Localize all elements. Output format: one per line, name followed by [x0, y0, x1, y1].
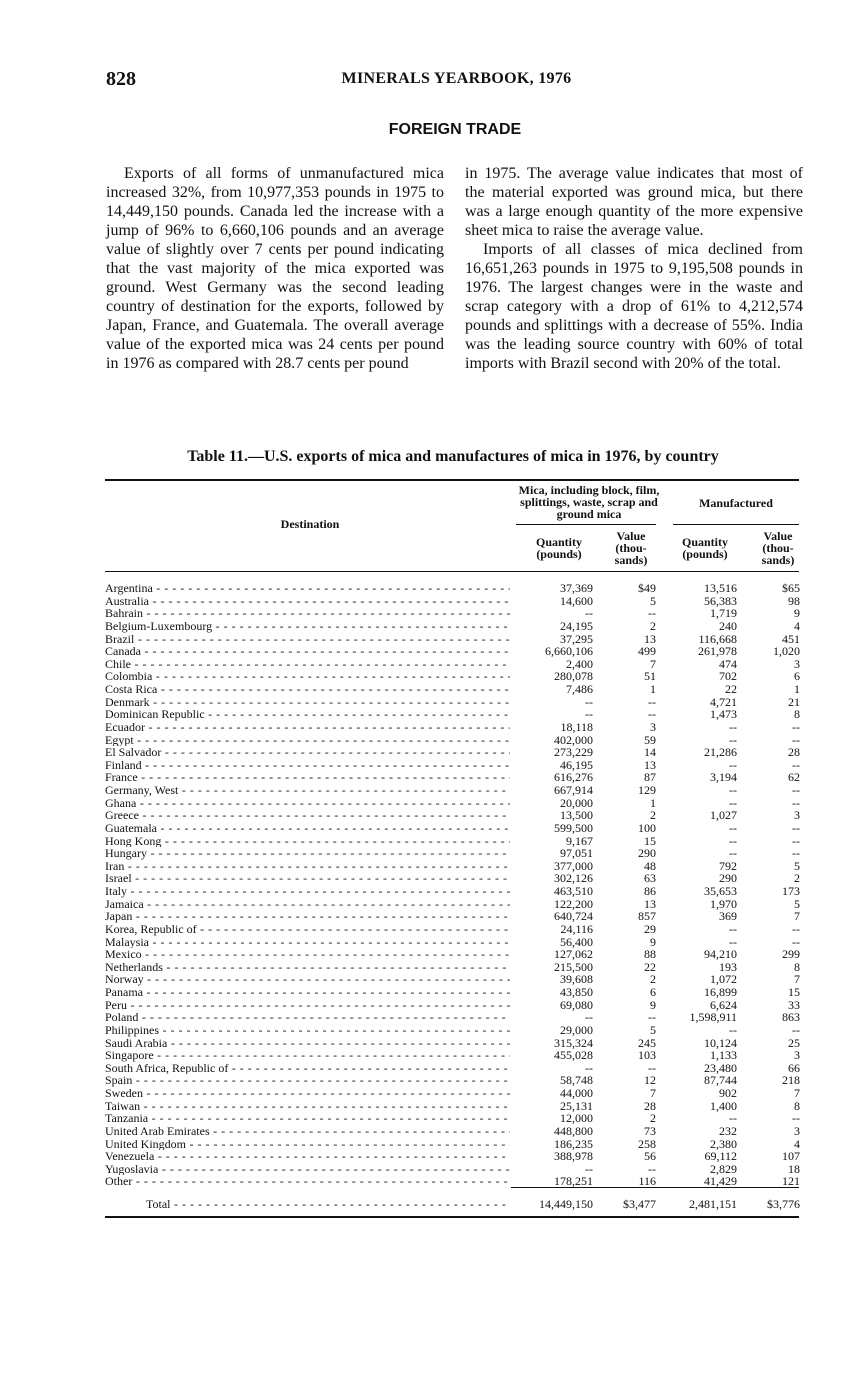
mica-value-cell: 9: [650, 934, 656, 949]
total-label: Total - - -: [146, 1196, 510, 1212]
mica-quantity-cell: 302,126: [554, 871, 593, 886]
mica-value-cell: --: [648, 1060, 656, 1075]
mica-value-cell: 2: [650, 618, 656, 633]
header-group-manufactured: Manufactured: [699, 496, 773, 510]
mica-value-cell: 2: [650, 808, 656, 823]
manufactured-quantity-cell: --: [729, 795, 737, 810]
manufactured-value-cell: 5: [794, 896, 800, 911]
manufactured-quantity-cell: 1,970: [710, 896, 737, 911]
manufactured-value-cell: 2: [794, 871, 800, 886]
mica-quantity-cell: 127,062: [554, 947, 593, 962]
destination-cell: Taiwan - - -: [105, 1100, 510, 1113]
manufactured-value-cell: 25: [788, 1035, 800, 1050]
manufactured-value-cell: 62: [788, 770, 800, 785]
manufactured-value-cell: 1,020: [773, 644, 800, 659]
manufactured-value-cell: 28: [788, 745, 800, 760]
destination-cell: Israel - - -: [105, 872, 510, 885]
destination-cell: Denmark - - -: [105, 696, 510, 709]
mica-quantity-cell: 9,167: [566, 833, 593, 848]
manufactured-quantity-cell: 16,899: [704, 985, 737, 999]
destination-cell: Mexico - - -: [105, 948, 510, 961]
body-column-left: [106, 164, 444, 373]
manufactured-quantity-cell: 35,653: [704, 884, 737, 898]
table-row: [0, 746, 853, 759]
destination-cell: Colombia - - -: [105, 670, 510, 683]
section-heading: FOREIGN TRADE: [388, 121, 522, 138]
mica-quantity-cell: --: [585, 707, 593, 722]
mica-quantity-cell: --: [585, 606, 593, 621]
body-paragraph: Imports of all classes of mica declined from 16,651,263 pounds in 1975 to 9,195,508 pounds in 1976. The largest changes were in the waste and scrap category with a drop of 61% to 4,212,574 pounds and splittings with a decrease of 55%. India was the leading source country with 60% of total imports with Brazil second with 20% of the total.: [465, 241, 803, 372]
mica-quantity-cell: 13,500: [560, 808, 593, 823]
mica-value-cell: 12: [644, 1073, 656, 1088]
manufactured-quantity-cell: --: [729, 833, 737, 848]
mica-quantity-cell: --: [585, 1161, 593, 1176]
table-row: [0, 809, 853, 822]
mica-value-cell: 258: [638, 1136, 656, 1151]
mica-value-cell: 2: [650, 1111, 656, 1126]
destination-cell: Panama - - -: [105, 986, 510, 999]
manufactured-quantity-cell: 1,072: [710, 972, 737, 987]
mica-quantity-cell: 29,000: [560, 1022, 593, 1037]
mica-value-cell: 14: [644, 745, 656, 760]
mica-value-cell: 48: [644, 858, 656, 873]
manufactured-value-cell: 121: [782, 1174, 800, 1189]
manufactured-quantity-cell: 290: [719, 871, 737, 886]
mica-value-cell: 3: [650, 719, 656, 734]
manufactured-value-cell: 451: [782, 631, 800, 646]
manufactured-quantity-cell: 1,719: [710, 606, 737, 621]
destination-cell: Argentina - - -: [105, 582, 510, 595]
table-row: [0, 847, 853, 860]
table-row: [0, 1024, 853, 1037]
table-row: [0, 885, 853, 898]
mica-quantity-cell: 7,486: [566, 682, 593, 696]
manufactured-quantity-cell: 69,112: [704, 1149, 737, 1164]
table-row: [0, 1049, 853, 1062]
destination-cell: Tanzania - - -: [105, 1112, 510, 1125]
table-row: [0, 721, 853, 734]
table-row: [0, 1112, 853, 1125]
mica-value-cell: 100: [638, 820, 656, 835]
manufactured-value-cell: 4: [794, 618, 800, 633]
mica-quantity-cell: 2,400: [566, 656, 593, 671]
body-paragraph: in 1975. The average value indicates that most of the material exported was ground mica, but there was a large enough quantity of the more expensive sheet mica to raise the average value.: [465, 165, 803, 239]
mica-quantity-cell: 58,748: [560, 1073, 593, 1088]
destination-cell: Costa Rica - - -: [105, 683, 510, 696]
mica-value-cell: --: [648, 1161, 656, 1176]
destination-cell: Hungary - - -: [105, 847, 510, 860]
header-bottom-rule: [105, 571, 799, 572]
mica-value-cell: 59: [644, 732, 656, 747]
table-row: [0, 986, 853, 999]
mica-quantity-cell: 448,800: [554, 1123, 593, 1138]
manufactured-quantity-cell: 193: [719, 959, 737, 974]
manufactured-value-cell: --: [792, 846, 800, 861]
manufactured-quantity-cell: --: [729, 820, 737, 835]
manufactured-quantity-cell: 4,721: [710, 694, 737, 709]
manufactured-value-cell: 33: [788, 997, 800, 1012]
mica-value-cell: 1: [650, 682, 656, 696]
manufactured-value-cell: 3: [794, 808, 800, 823]
mica-value-cell: 86: [644, 884, 656, 898]
table-top-rule: [105, 479, 799, 481]
total-mica-value: $3,477: [623, 1197, 656, 1211]
destination-cell: Brazil - - -: [105, 633, 510, 646]
manufactured-value-cell: 8: [794, 959, 800, 974]
manufactured-quantity-cell: 232: [719, 1123, 737, 1138]
destination-cell: El Salvador - - -: [105, 746, 510, 759]
table-row: [0, 784, 853, 797]
table-bottom-rule: [105, 1216, 799, 1218]
body-column-right: [465, 164, 803, 373]
manufactured-value-cell: 7: [794, 909, 800, 924]
manufactured-value-cell: 299: [782, 947, 800, 962]
table-row: [0, 910, 853, 923]
table-row: [0, 620, 853, 633]
destination-cell: Spain - - -: [105, 1074, 510, 1087]
header-mica-value: Value (thou- sands): [614, 529, 648, 567]
manufactured-quantity-cell: --: [729, 921, 737, 936]
manufactured-quantity-cell: --: [729, 934, 737, 949]
mica-quantity-cell: 18,118: [560, 719, 593, 734]
mica-value-cell: 290: [638, 846, 656, 861]
mica-value-cell: 9: [650, 997, 656, 1012]
table-row: [0, 923, 853, 936]
table-body: [0, 582, 853, 1188]
destination-cell: Canada - - -: [105, 645, 510, 658]
mica-quantity-cell: 97,051: [560, 846, 593, 861]
manufactured-quantity-cell: 22: [725, 682, 737, 696]
manufactured-quantity-cell: 2,380: [710, 1136, 737, 1151]
header-group-mica: Mica, including block, film, splittings, waste, scrap and ground mica: [518, 483, 660, 521]
manufactured-quantity-cell: 94,210: [704, 947, 737, 962]
manufactured-quantity-cell: 902: [719, 1086, 737, 1100]
destination-cell: Other - - -: [105, 1175, 510, 1188]
manufactured-quantity-cell: 369: [719, 909, 737, 924]
destination-cell: Saudi Arabia - - -: [105, 1037, 510, 1050]
mica-value-cell: 22: [644, 959, 656, 974]
destination-cell: United Arab Emirates - - -: [105, 1125, 510, 1138]
mica-quantity-cell: 463,510: [554, 884, 593, 898]
manufactured-value-cell: 173: [782, 884, 800, 898]
manufactured-value-cell: 15: [788, 985, 800, 999]
manufactured-value-cell: $65: [782, 581, 800, 595]
mica-quantity-cell: 186,235: [554, 1136, 593, 1151]
mica-value-cell: --: [648, 707, 656, 722]
table-row: [0, 1011, 853, 1024]
manufactured-value-cell: 3: [794, 656, 800, 671]
manufactured-value-cell: --: [792, 757, 800, 772]
mica-quantity-cell: 667,914: [554, 783, 593, 797]
mica-value-cell: 5: [650, 1022, 656, 1037]
mica-value-cell: 499: [638, 644, 656, 659]
destination-cell: Korea, Republic of - - -: [105, 923, 510, 936]
mica-quantity-cell: 43,850: [560, 985, 593, 999]
mica-quantity-cell: 599,500: [554, 820, 593, 835]
manufactured-quantity-cell: 116,668: [698, 631, 737, 646]
manufactured-quantity-cell: --: [729, 783, 737, 797]
table-row: [0, 835, 853, 848]
destination-cell: Belgium-Luxembourg - - -: [105, 620, 510, 633]
manufactured-value-cell: 107: [782, 1149, 800, 1164]
body-paragraph: Exports of all forms of unmanufactured mica increased 32%, from 10,977,353 pounds in 1975 to 14,449,150 pounds. Canada led the increase with a jump of 96% to 6,660,106 pounds and an average value of slightly over 7 cents per pound indicating that the vast majority of the mica exported was ground. West Germany was the second leading country of destination for the exports, followed by Japan, France, and Guatemala. The overall average value of the exported mica was 24 cents per pound in 1976 as compared with 28.7 cents per pound: [106, 165, 444, 372]
mica-value-cell: 88: [644, 947, 656, 962]
manufactured-value-cell: --: [792, 820, 800, 835]
manufactured-value-cell: --: [792, 783, 800, 797]
mica-value-cell: 73: [644, 1123, 656, 1138]
manufactured-quantity-cell: 41,429: [704, 1174, 737, 1189]
manufactured-quantity-cell: 702: [719, 669, 737, 684]
mica-value-cell: 1: [650, 795, 656, 810]
header-destination: Destination: [280, 517, 340, 531]
manufactured-quantity-cell: 261,978: [698, 644, 737, 659]
manufactured-value-cell: --: [792, 921, 800, 936]
manufactured-quantity-cell: 1,400: [710, 1098, 737, 1113]
table-row: [0, 1100, 853, 1113]
table-row: [0, 1087, 853, 1100]
manufactured-value-cell: --: [792, 1111, 800, 1126]
mica-quantity-cell: 377,000: [554, 858, 593, 873]
mica-value-cell: --: [648, 1010, 656, 1025]
mica-value-cell: 15: [644, 833, 656, 848]
manufactured-value-cell: 8: [794, 1098, 800, 1113]
destination-cell: South Africa, Republic of - - -: [105, 1062, 510, 1075]
mica-quantity-cell: 37,295: [560, 631, 593, 646]
manufactured-value-cell: 1: [794, 682, 800, 696]
group2-header-rule: [673, 524, 799, 525]
destination-cell: Dominican Republic - - -: [105, 708, 510, 721]
manufactured-value-cell: 218: [782, 1073, 800, 1088]
manufactured-quantity-cell: --: [729, 719, 737, 734]
manufactured-quantity-cell: --: [729, 757, 737, 772]
manufactured-quantity-cell: --: [729, 1111, 737, 1126]
mica-quantity-cell: 6,660,106: [545, 644, 593, 659]
mica-quantity-cell: 69,080: [560, 997, 593, 1012]
manufactured-value-cell: 3: [794, 1123, 800, 1138]
mica-value-cell: 28: [644, 1098, 656, 1113]
destination-cell: Australia - - -: [105, 595, 510, 608]
manufactured-quantity-cell: 2,829: [710, 1161, 737, 1176]
destination-cell: Jamaica - - -: [105, 898, 510, 911]
mica-value-cell: 129: [638, 783, 656, 797]
mica-value-cell: 5: [650, 593, 656, 608]
destination-cell: United Kingdom - - -: [105, 1138, 510, 1151]
destination-cell: Malaysia - - -: [105, 936, 510, 949]
table-row: [0, 683, 853, 696]
manufactured-quantity-cell: 1,598,911: [689, 1010, 737, 1025]
destination-cell: Venezuela - - -: [105, 1150, 510, 1163]
destination-cell: Poland - - -: [105, 1011, 510, 1024]
table-title: Table 11.—U.S. exports of mica and manufactures of mica in 1976, by country: [187, 448, 719, 465]
manufactured-quantity-cell: 6,624: [710, 997, 737, 1012]
table-row: [0, 1125, 853, 1138]
manufactured-quantity-cell: 23,480: [704, 1060, 737, 1075]
manufactured-value-cell: 9: [794, 606, 800, 621]
destination-cell: Finland - - -: [105, 759, 510, 772]
manufactured-value-cell: --: [792, 833, 800, 848]
mica-quantity-cell: --: [585, 1060, 593, 1075]
manufactured-value-cell: --: [792, 1022, 800, 1037]
manufactured-value-cell: --: [792, 732, 800, 747]
destination-cell: France - - -: [105, 771, 510, 784]
total-mfg-quantity: 2,481,151: [689, 1197, 737, 1211]
mica-value-cell: 13: [644, 631, 656, 646]
manufactured-quantity-cell: 87,744: [704, 1073, 737, 1088]
destination-cell: Sweden - - -: [105, 1087, 510, 1100]
mica-quantity-cell: 25,131: [560, 1098, 593, 1113]
mica-value-cell: --: [648, 606, 656, 621]
mica-quantity-cell: 178,251: [554, 1174, 593, 1189]
manufactured-value-cell: --: [792, 795, 800, 810]
mica-value-cell: 245: [638, 1035, 656, 1050]
header-mfg-value: Value (thou- sands): [761, 529, 795, 567]
total-row: [0, 1196, 853, 1212]
mica-value-cell: $49: [638, 581, 656, 595]
header-mfg-quantity: Quantity (pounds): [681, 535, 728, 561]
manufactured-quantity-cell: 792: [719, 858, 737, 873]
destination-cell: Japan - - -: [105, 910, 510, 923]
mica-quantity-cell: 455,028: [554, 1048, 593, 1063]
mica-quantity-cell: 20,000: [560, 795, 593, 810]
manufactured-value-cell: 863: [782, 1010, 800, 1025]
manufactured-value-cell: --: [792, 934, 800, 949]
mica-quantity-cell: 388,978: [554, 1149, 593, 1164]
manufactured-quantity-cell: 1,027: [710, 808, 737, 823]
table-row: [0, 771, 853, 784]
mica-value-cell: --: [648, 694, 656, 709]
manufactured-value-cell: 21: [788, 694, 800, 709]
total-mica-quantity: 14,449,150: [539, 1197, 593, 1211]
mica-quantity-cell: 39,608: [560, 972, 593, 987]
mica-quantity-cell: 56,400: [560, 934, 593, 949]
manufactured-value-cell: 8: [794, 707, 800, 722]
manufactured-value-cell: 4: [794, 1136, 800, 1151]
destination-cell: Ghana - - -: [105, 797, 510, 810]
table-row: [0, 708, 853, 721]
destination-cell: Guatemala - - -: [105, 822, 510, 835]
mica-value-cell: 51: [644, 669, 656, 684]
mica-value-cell: 857: [638, 909, 656, 924]
destination-cell: Netherlands - - -: [105, 961, 510, 974]
manufactured-quantity-cell: 10,124: [704, 1035, 737, 1050]
mica-quantity-cell: 402,000: [554, 732, 593, 747]
mica-value-cell: 2: [650, 972, 656, 987]
destination-cell: Greece - - -: [105, 809, 510, 822]
destination-cell: Egypt - - -: [105, 734, 510, 747]
mica-value-cell: 63: [644, 871, 656, 886]
mica-quantity-cell: --: [585, 694, 593, 709]
mica-quantity-cell: 24,116: [560, 921, 593, 936]
mica-quantity-cell: 280,078: [554, 669, 593, 684]
mica-quantity-cell: 273,229: [554, 745, 593, 760]
manufactured-value-cell: 18: [788, 1161, 800, 1176]
destination-cell: Philippines - - -: [105, 1024, 510, 1037]
manufactured-quantity-cell: --: [729, 846, 737, 861]
mica-quantity-cell: 46,195: [560, 757, 593, 772]
manufactured-value-cell: 6: [794, 669, 800, 684]
manufactured-quantity-cell: --: [729, 732, 737, 747]
manufactured-quantity-cell: 13,516: [704, 581, 737, 595]
manufactured-value-cell: 3: [794, 1048, 800, 1063]
table-row: [0, 645, 853, 658]
mica-quantity-cell: 14,600: [560, 593, 593, 608]
manufactured-quantity-cell: 240: [719, 618, 737, 633]
destination-cell: Ecuador - - -: [105, 721, 510, 734]
mica-value-cell: 103: [638, 1048, 656, 1063]
table-row: [0, 822, 853, 835]
manufactured-quantity-cell: 474: [719, 656, 737, 671]
mica-value-cell: 7: [650, 656, 656, 671]
manufactured-value-cell: 98: [788, 593, 800, 608]
mica-value-cell: 29: [644, 921, 656, 936]
destination-cell: Italy - - -: [105, 885, 510, 898]
group1-header-rule: [516, 524, 656, 525]
destination-cell: Norway - - -: [105, 973, 510, 986]
mica-quantity-cell: 616,276: [554, 770, 593, 785]
mica-quantity-cell: 315,324: [554, 1035, 593, 1050]
manufactured-quantity-cell: 56,383: [704, 593, 737, 608]
mica-value-cell: 56: [644, 1149, 656, 1164]
manufactured-value-cell: 7: [794, 972, 800, 987]
table-row: [0, 582, 853, 595]
mica-value-cell: 116: [638, 1174, 656, 1189]
total-mfg-value: $3,776: [767, 1197, 800, 1211]
running-title: MINERALS YEARBOOK, 1976: [341, 70, 572, 87]
destination-cell: Peru - - -: [105, 999, 510, 1012]
manufactured-value-cell: --: [792, 719, 800, 734]
manufactured-quantity-cell: 3,194: [710, 770, 737, 785]
destination-cell: Hong Kong - - -: [105, 835, 510, 848]
mica-value-cell: 7: [650, 1086, 656, 1100]
mica-quantity-cell: 640,724: [554, 909, 593, 924]
manufactured-quantity-cell: 21,286: [704, 745, 737, 760]
manufactured-value-cell: 7: [794, 1086, 800, 1100]
mica-value-cell: 13: [644, 757, 656, 772]
manufactured-value-cell: 5: [794, 858, 800, 873]
mica-quantity-cell: --: [585, 1010, 593, 1025]
page-number: 828: [106, 68, 136, 90]
table-row: [0, 948, 853, 961]
manufactured-quantity-cell: --: [729, 1022, 737, 1037]
destination-cell: Singapore - - -: [105, 1049, 510, 1062]
destination-cell: Iran - - -: [105, 860, 510, 873]
manufactured-value-cell: 66: [788, 1060, 800, 1075]
mica-quantity-cell: 37,369: [560, 581, 593, 595]
mica-value-cell: 13: [644, 896, 656, 911]
destination-cell: Chile - - -: [105, 658, 510, 671]
mica-quantity-cell: 24,195: [560, 618, 593, 633]
destination-cell: Germany, West - - -: [105, 784, 510, 797]
mica-quantity-cell: 12,000: [560, 1111, 593, 1126]
header-mica-quantity: Quantity (pounds): [535, 535, 582, 561]
manufactured-quantity-cell: 1,133: [710, 1048, 737, 1063]
destination-cell: Bahrain - - -: [105, 607, 510, 620]
mica-value-cell: 87: [644, 770, 656, 785]
mica-quantity-cell: 215,500: [554, 959, 593, 974]
destination-cell: Yugoslavia - - -: [105, 1163, 510, 1176]
table-row: [0, 1175, 853, 1188]
mica-value-cell: 6: [650, 985, 656, 999]
table-row: [0, 607, 853, 620]
table-row: [0, 1150, 853, 1163]
manufactured-quantity-cell: 1,473: [710, 707, 737, 722]
mica-quantity-cell: 122,200: [554, 896, 593, 911]
mica-quantity-cell: 44,000: [560, 1086, 593, 1100]
